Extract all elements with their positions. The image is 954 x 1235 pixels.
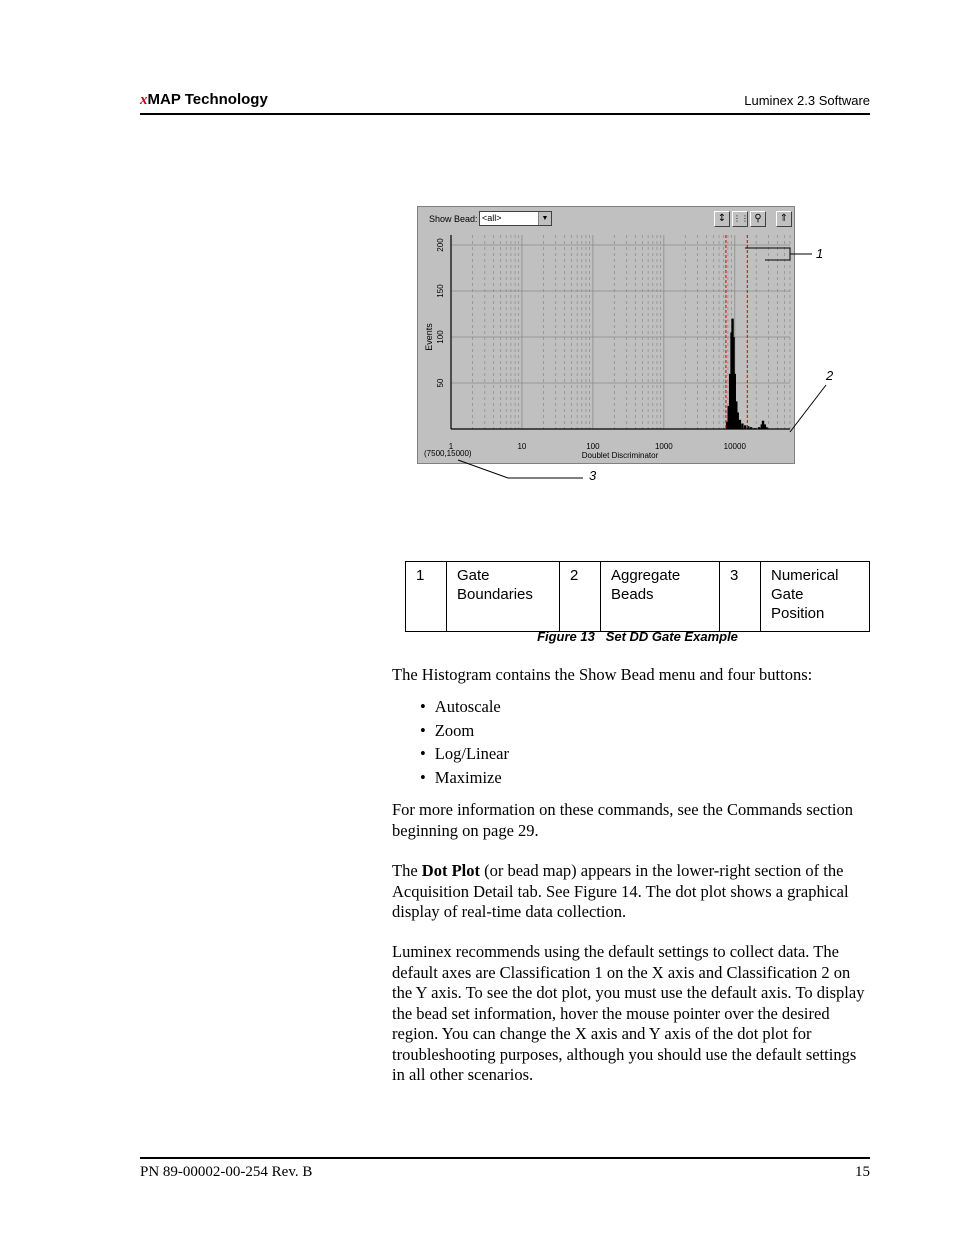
histogram-bar (750, 427, 752, 429)
callout-1-number: 1 (816, 246, 824, 261)
autoscale-button[interactable] (714, 211, 730, 227)
callout-3-number: 3 (589, 468, 597, 483)
legend-label: Aggregate Beads (601, 562, 720, 632)
header-brand: xMAP Technology (140, 91, 268, 108)
legend-label: Numerical Gate Position (761, 562, 870, 632)
y-tick-label: 100 (436, 330, 445, 344)
part-number: PN 89-00002-00-254 Rev. B (140, 1164, 313, 1180)
legend-num: 3 (720, 562, 761, 632)
callout-2-leader (790, 385, 826, 432)
chevron-down-icon: ▼ (538, 212, 551, 225)
x-tick-label: 10 (517, 442, 527, 451)
y-axis-label: Events (424, 323, 434, 351)
histogram-bar (741, 423, 743, 429)
x-axis-label: Doublet Discriminator (581, 451, 659, 460)
x-tick-label: 10000 (723, 442, 746, 451)
plot-background (450, 235, 790, 428)
dot-plot-paragraph: The Dot Plot (or bead map) appears in the lower-right section of the Acquisition Detail tab. See Figure 14. The dot plot shows a graphical display of real-time data collection. (392, 861, 849, 921)
gate-coordinate-readout: (7500,15000) (424, 449, 472, 458)
legend-label: Gate Boundaries (447, 562, 560, 632)
list-item: • Zoom (420, 719, 509, 743)
x-tick-labels (449, 442, 747, 451)
log-linear-icon: ⋮⋮ (733, 214, 749, 223)
page-header (140, 91, 870, 115)
y-tick-labels (436, 238, 445, 388)
table-row (406, 562, 870, 632)
histogram-plot (418, 233, 794, 463)
y-tick-label: 200 (436, 238, 445, 252)
maximize-icon: ⇑ (779, 213, 789, 224)
histogram-bar (758, 427, 760, 429)
x-tick-label: 1000 (654, 442, 673, 451)
legend-num: 2 (560, 562, 601, 632)
button-list (420, 695, 509, 789)
show-bead-dropdown[interactable] (479, 211, 552, 226)
figure-caption: Figure 13 Set DD Gate Example (537, 629, 738, 644)
histogram-bar (753, 428, 755, 429)
x-tick-label: 1 (448, 442, 454, 451)
histogram-bar (737, 412, 739, 429)
intro-paragraph: The Histogram contains the Show Bead menu and four buttons: (392, 665, 813, 684)
recommendation-paragraph: Luminex recommends using the default settings to collect data. The default axes are Classification 1 on the X axis and Classification 2 on the Y axis. To see the dot plot, you must use the default axis. To display the bead set information, hover the mouse pointer over the desired region. You can change the X axis and Y axis of the dot plot for troubleshooting purposes, although you should use the default settings in all other scenarios. (392, 942, 865, 1084)
histogram-bar (739, 420, 741, 429)
log-linear-button[interactable] (732, 211, 748, 227)
y-tick-label: 150 (436, 284, 445, 298)
list-item: • Log/Linear (420, 742, 509, 766)
callout-legend-table (405, 561, 870, 632)
page-number: 15 (855, 1164, 870, 1180)
histogram-figure (417, 206, 795, 464)
commands-paragraph: For more information on these commands, see the Commands section beginning on page 29. (392, 800, 853, 840)
dot-plot-term: Dot Plot (421, 861, 480, 880)
y-tick-label: 50 (436, 378, 445, 388)
histogram-bar (765, 427, 767, 429)
x-tick-label: 100 (586, 442, 600, 451)
show-bead-value: <all> (482, 213, 502, 223)
legend-num: 1 (406, 562, 447, 632)
list-item: • Maximize (420, 766, 509, 790)
show-bead-label: Show Bead: (429, 214, 478, 224)
header-product: Luminex 2.3 Software (744, 93, 870, 108)
zoom-button[interactable] (750, 211, 766, 227)
histogram-bar (744, 425, 746, 429)
maximize-button[interactable] (776, 211, 792, 227)
list-item: • Autoscale (420, 695, 509, 719)
histogram-toolbar (418, 207, 794, 233)
zoom-icon: ⚲ (754, 213, 762, 224)
autoscale-icon: ↕ (717, 213, 727, 224)
callout-2-number: 2 (826, 368, 834, 383)
page-footer (140, 1157, 870, 1180)
